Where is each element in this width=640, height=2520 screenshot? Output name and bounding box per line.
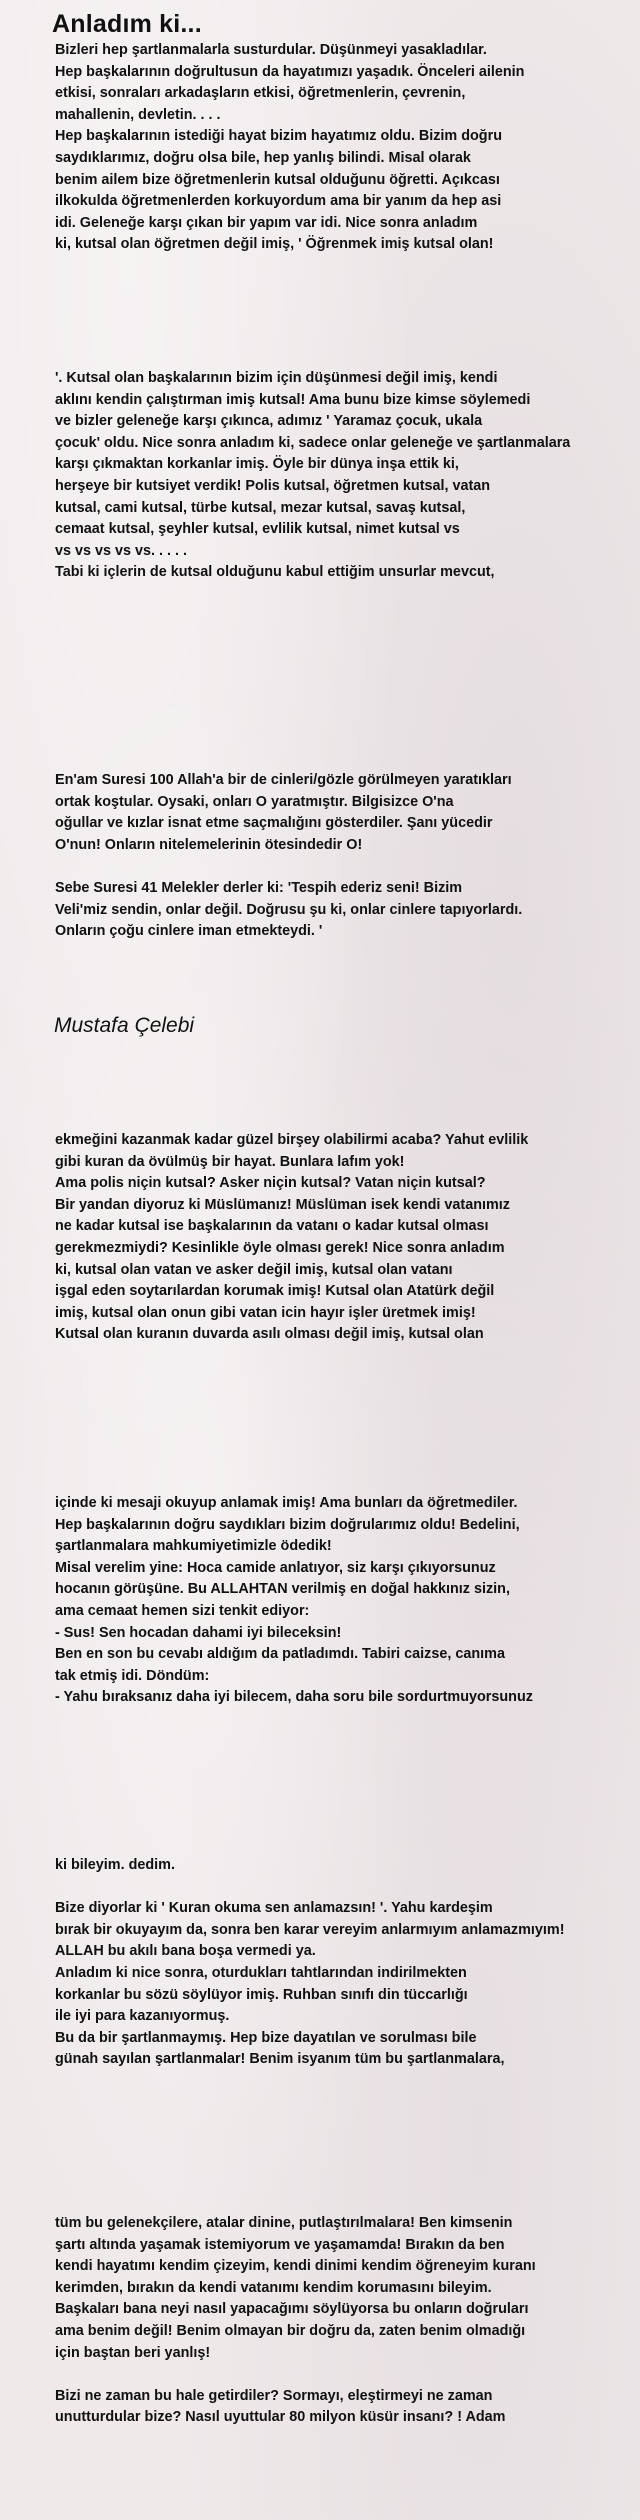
text-line: oğullar ve kızlar isnat etme saçmalığını gösterdiler. Şanı yücedir bbox=[55, 815, 493, 832]
text-line: Bizleri hep şartlanmalarla susturdular. Düşünmeyi yasakladılar. bbox=[55, 42, 487, 58]
text-line: içinde ki mesaji okuyup anlamak imiş! Ama bunları da öğretmediler. bbox=[55, 1495, 518, 1511]
text-line: Hep başkalarının doğru saydıkları bizim doğrularımız oldu! Bedelini, bbox=[55, 1516, 520, 1533]
text-line: Bir yandan diyoruz ki Müslümanız! Müslüman isek kendi vatanımız bbox=[55, 1196, 511, 1213]
text-line: hocanın görüşüne. Bu ALLAHTAN verilmiş en doğal hakkınız sizin, bbox=[55, 1581, 510, 1598]
text-line: vs vs vs vs vs. . . . . bbox=[55, 542, 188, 559]
text-line: Bize diyorlar ki ' Kuran okuma sen anlamazsın! '. Yahu kardeşim bbox=[55, 1900, 493, 1917]
paragraph-1 bbox=[55, 40, 635, 256]
text-line: gibi kuran da övülmüş bir hayat. Bunlara lafım yok! bbox=[55, 1153, 405, 1170]
text-line: ile iyi para kazanıyormuş. bbox=[55, 2008, 230, 2025]
text-line: aklını kendin çalıştırman imiş kutsal! Ama bunu bize kimse söylemedi bbox=[55, 391, 531, 408]
text-line bbox=[55, 2364, 635, 2386]
text-line: cemaat kutsal, şeyhler kutsal, evlilik kutsal, nimet kutsal vs bbox=[55, 521, 460, 538]
text-line: mahallenin, devletin. . . . bbox=[55, 106, 221, 123]
text-line: Sebe Suresi 41 Melekler derler ki: 'Tespih ederiz seni! Bizim bbox=[55, 879, 463, 896]
text-line: ortak koştular. Oysaki, onları O yaratmıştır. Bilgisizce O'na bbox=[55, 793, 454, 810]
text-line: ilkokulda öğretmenlerden korkuyordum ama bir yanım da hep asi bbox=[55, 193, 502, 210]
text-line: bırak bir okuyayım da, sonra ben karar vereyim anlarmıyım anlamazmıyım! bbox=[55, 1921, 565, 1938]
text-line: '. Kutsal olan başkalarının bizim için düşünmesi değil imiş, kendi bbox=[55, 370, 498, 386]
paragraph-3 bbox=[55, 770, 635, 943]
text-line: tüm bu gelenekçilere, atalar dinine, putlaştırılmalara! Ben kimsenin bbox=[55, 2215, 513, 2231]
text-line: şartı altında yaşamak istemiyorum ve yaşamamda! Bırakın da ben bbox=[55, 2236, 505, 2253]
text-line: şartlanmalara mahkumiyetimizle ödedik! bbox=[55, 1538, 332, 1555]
paragraph-5 bbox=[55, 1493, 635, 1709]
text-line: kutsal, cami kutsal, türbe kutsal, mezar kutsal, savaş kutsal, bbox=[55, 499, 466, 516]
text-line: Hep başkalarının istediği hayat bizim hayatımız oldu. Bizim doğru bbox=[55, 128, 502, 145]
text-line: benim ailem bize öğretmenlerin kutsal olduğunu öğretti. Açıkcası bbox=[55, 171, 500, 188]
text-line bbox=[55, 1877, 635, 1899]
paragraph-6 bbox=[55, 1855, 635, 2071]
text-line: korkanlar bu sözü söylüyor imiş. Ruhban sınıfı din tüccarlığı bbox=[55, 1986, 468, 2003]
text-line: ki, kutsal olan öğretmen değil imiş, ' Öğrenmek imiş kutsal olan! bbox=[55, 236, 494, 253]
paragraph-2 bbox=[55, 368, 635, 584]
text-line: ekmeğini kazanmak kadar güzel birşey olabilirmi acaba? Yahut evlilik bbox=[55, 1132, 529, 1148]
text-line: Ben en son bu cevabı aldığım da patladımdı. Tabiri caizse, canıma bbox=[55, 1646, 505, 1663]
text-line: Onların çoğu cinlere iman etmekteydi. ' bbox=[55, 923, 323, 940]
text-line: ALLAH bu akılı bana boşa vermedi ya. bbox=[55, 1943, 316, 1960]
text-line: Başkaları bana neyi nasıl yapacağımı söylüyorsa bu onların doğruları bbox=[55, 2301, 529, 2318]
poem-title: Anladım ki... bbox=[52, 10, 202, 38]
text-line: günah sayılan şartlanmalar! Benim isyanım tüm bu şartlanmalara, bbox=[55, 2051, 505, 2068]
text-line: Veli'miz sendin, onlar değil. Doğrusu şu ki, onlar cinlere tapıyorlardı. bbox=[55, 901, 523, 918]
text-line: karşı çıkmaktan korkanlar imiş. Öyle bir dünya inşa ettik ki, bbox=[55, 456, 459, 473]
text-line bbox=[55, 856, 635, 878]
text-line: idi. Geleneğe karşı çıkan bir yapım var idi. Nice sonra anladım bbox=[55, 214, 478, 231]
text-line: kerimden, bırakın da kendi vatanımı kendim korumasını bileyim. bbox=[55, 2279, 492, 2296]
text-line: Bu da bir şartlanmaymış. Hep bize dayatılan ve sorulması bile bbox=[55, 2029, 477, 2046]
text-line: - Sus! Sen hocadan dahami iyi bileceksin! bbox=[55, 1624, 342, 1641]
text-line: işgal eden soytarılardan korumak imiş! Kutsal olan Atatürk değil bbox=[55, 1283, 495, 1300]
text-line: ne kadar kutsal ise başkalarının da vatanı o kadar kutsal olması bbox=[55, 1218, 489, 1235]
text-line: ki, kutsal olan vatan ve asker değil imiş, kutsal olan vatanı bbox=[55, 1261, 453, 1278]
text-line: ki bileyim. dedim. bbox=[55, 1857, 175, 1873]
text-line: Bizi ne zaman bu hale getirdiler? Sormayı, eleştirmeyi ne zaman bbox=[55, 2387, 493, 2404]
text-line: unutturdular bize? Nasıl uyuttular 80 milyon küsür insanı? ! Adam bbox=[55, 2409, 506, 2426]
paragraph-4 bbox=[55, 1130, 635, 1346]
author-signature: Mustafa Çelebi bbox=[54, 1014, 195, 1037]
text-line: ve bizler geleneğe karşı çıkınca, adımız ' Yaramaz çocuk, ukala bbox=[55, 413, 483, 430]
text-line: Hep başkalarının doğrultusun da hayatımızı yaşadık. Önceleri ailenin bbox=[55, 63, 525, 80]
text-line: Tabi ki içlerin de kutsal olduğunu kabul ettiğim unsurlar mevcut, bbox=[55, 564, 495, 581]
text-line: gerekmezmiydi? Kesinlikle öyle olması gerek! Nice sonra anladım bbox=[55, 1239, 505, 1256]
paragraph-7 bbox=[55, 2213, 635, 2429]
text-line: herşeye bir kutsiyet verdik! Polis kutsal, öğretmen kutsal, vatan bbox=[55, 477, 491, 494]
text-line: Misal verelim yine: Hoca camide anlatıyor, siz karşı çıkıyorsunuz bbox=[55, 1559, 496, 1576]
text-line: çocuk' oldu. Nice sonra anladım ki, sadece onlar geleneğe ve şartlanmalara bbox=[55, 434, 571, 451]
text-line: ama cemaat hemen sizi tenkit ediyor: bbox=[55, 1602, 310, 1619]
text-line: saydıklarımız, doğru olsa bile, hep yanlış bilindi. Misal olarak bbox=[55, 149, 471, 166]
text-line: ama benim değil! Benim olmayan bir doğru da, zaten benim olmadığı bbox=[55, 2322, 526, 2339]
text-line: etkisi, sonraları arkadaşların etkisi, öğretmenlerin, çevrenin, bbox=[55, 85, 466, 102]
text-line: Anladım ki nice sonra, oturdukları tahtlarından indirilmekten bbox=[55, 1964, 467, 1981]
text-line: Kutsal olan kuranın duvarda asılı olması değil imiş, kutsal olan bbox=[55, 1326, 484, 1343]
text-line: imiş, kutsal olan onun gibi vatan icin hayır işler üretmek imiş! bbox=[55, 1304, 476, 1321]
text-line: kendi hayatımı kendim çizeyim, kendi dinimi kendim öğreneyim kuranı bbox=[55, 2258, 536, 2275]
text-line: tak etmiş idi. Döndüm: bbox=[55, 1667, 210, 1684]
text-line: için baştan beri yanlış! bbox=[55, 2344, 211, 2361]
text-line: - Yahu bıraksanız daha iyi bilecem, daha soru bile sordurtmuyorsunuz bbox=[55, 1689, 533, 1706]
text-line: Ama polis niçin kutsal? Asker niçin kutsal? Vatan niçin kutsal? bbox=[55, 1175, 486, 1192]
text-line: En'am Suresi 100 Allah'a bir de cinleri/gözle görülmeyen yaratıkları bbox=[55, 772, 512, 788]
text-line: O'nun! Onların nitelemelerinin ötesindedir O! bbox=[55, 836, 363, 853]
